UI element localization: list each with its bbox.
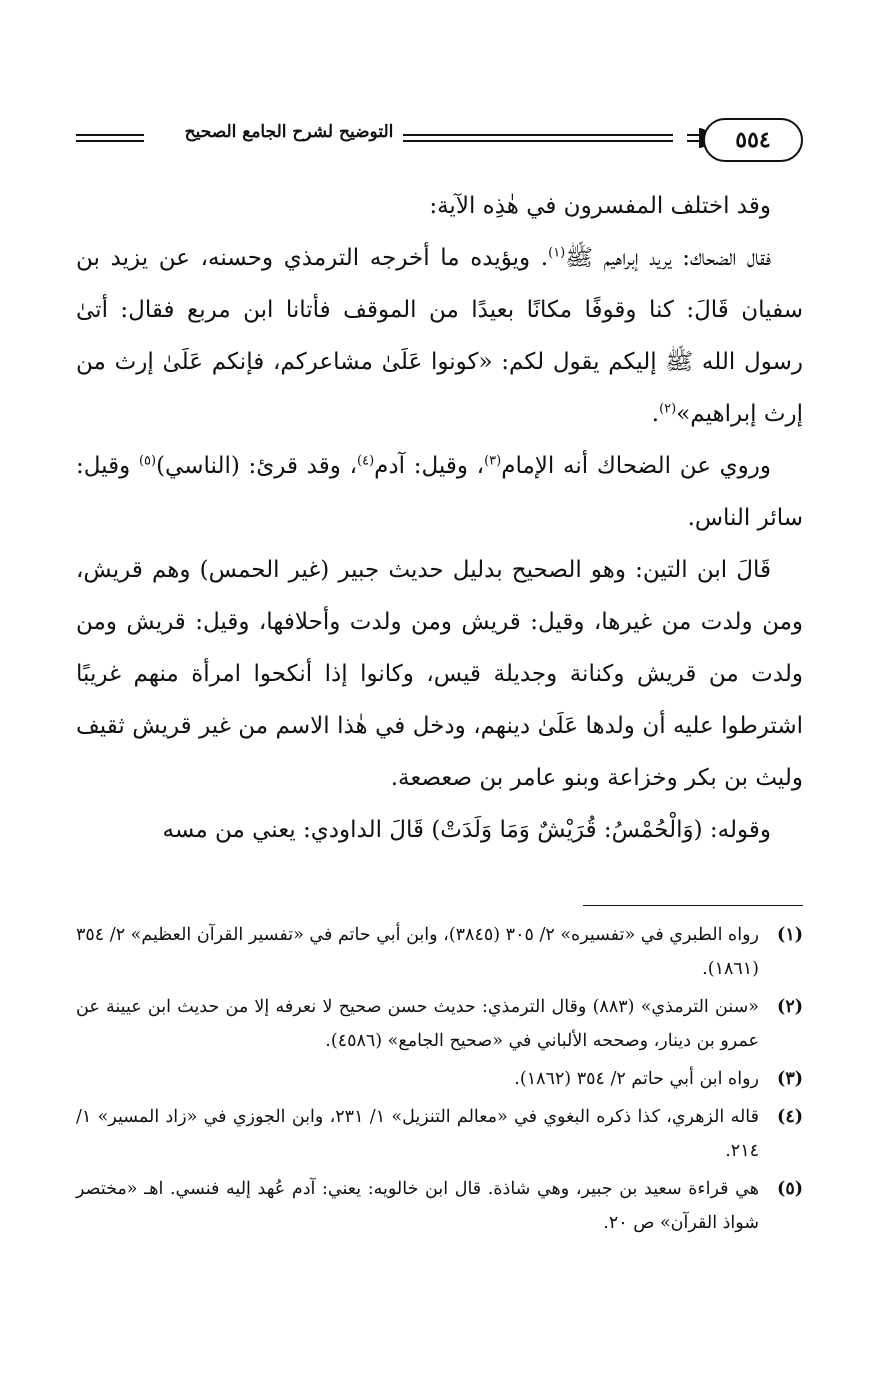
paragraph	[76, 544, 803, 804]
paragraph-text: وقيل: سائر الناس.	[76, 453, 803, 531]
footnote-text: هي قراءة سعيد بن جبير، وهي شاذة. قال ابن خالويه: يعني: آدم عُهد إليه فنسي. اهـ «مختصر شواذ القرآن» ص ٢٠.	[76, 1179, 759, 1233]
paragraph-text: ، وقد قرئ: (الناسي)	[156, 453, 357, 479]
paragraph	[76, 440, 803, 544]
page-number: ٥٥٤	[703, 118, 803, 162]
footnote-ref[interactable]: (٥)	[138, 453, 157, 469]
header-rule	[76, 134, 144, 142]
running-title: التوضيح لشرح الجامع الصحيح	[184, 122, 394, 142]
footnote-number: (٥)	[777, 1179, 803, 1199]
paragraph-text: وقوله: (وَالْحُمْسُ: قُرَيْشٌ وَمَا وَلَدَتْ) قَالَ الداودي: يعني من مسه	[162, 817, 771, 843]
footnote-separator	[583, 905, 803, 906]
paragraph-text: قَالَ ابن التين: وهو الصحيح بدليل حديث جبير (غير الحمس) وهم قريش، ومن ولدت من غيرها، وقيل: قريش ومن ولدت وأحلافها، وقيل: قريش ومن ولدت من قريش وكنانة وجديلة قيس، وكانوا إذا أنكحوا امرأة منهم غريبًا اشترطوا عليه أن ولدها عَلَىٰ دينهم، ودخل في هٰذا الاسم من غير قريش ثقيف وليث بن بكر وخزاعة وبنو عامر بن صعصعة.	[76, 557, 803, 791]
footnote-text: قاله الزهري، كذا ذكره البغوي في «معالم التنزيل» ١/ ٢٣١، وابن الجوزي في «زاد المسير» ١/ ٢١٤.	[76, 1107, 759, 1161]
paragraph	[76, 232, 803, 440]
footnotes	[76, 918, 803, 1244]
footnote-ref[interactable]: (١)	[548, 245, 566, 261]
footnote-ref[interactable]: (٣)	[484, 453, 502, 469]
page-header	[76, 118, 803, 162]
footnote-number: (١)	[777, 925, 803, 945]
footnote	[76, 1172, 803, 1240]
paragraph-text: ، وقيل: آدم	[374, 453, 485, 479]
paragraph	[76, 180, 803, 232]
footnote-text: رواه الطبري في «تفسيره» ٢/ ٣٠٥ (٣٨٤٥)، وابن أبي حاتم في «تفسير القرآن العظيم» ٢/ ٣٥٤ (١٨٦١).	[76, 925, 759, 979]
footnote	[76, 1100, 803, 1168]
main-text	[76, 180, 803, 856]
paragraph	[76, 804, 803, 856]
footnote-number: (٣)	[777, 1069, 803, 1089]
footnote-number: (٢)	[777, 997, 803, 1017]
header-rule	[403, 134, 673, 142]
footnote-ref[interactable]: (٤)	[357, 453, 375, 469]
footnote-ref[interactable]: (٢)	[659, 401, 677, 417]
footnote-text: «سنن الترمذي» (٨٨٣) وقال الترمذي: حديث حسن صحيح لا نعرفه إلا من حديث ابن عيينة عن عمرو بن دينار، وصححه الألباني في «صحيح الجامع» (٤٥٨٦).	[76, 997, 759, 1051]
paragraph-text: وقد اختلف المفسرون في هٰذِه الآية:	[429, 193, 771, 219]
footnote-text: رواه ابن أبي حاتم ٢/ ٣٥٤ (١٨٦٢).	[514, 1069, 759, 1089]
footnote-number: (٤)	[777, 1107, 803, 1127]
paragraph-text: فقال الضحاك: يريد إبراهيم ﷺ	[565, 245, 771, 271]
paragraph-text: . ويؤيده ما أخرجه الترمذي وحسنه، عن يزيد بن سفيان قَالَ: كنا وقوفًا مكانًا بعيدًا من الموقف فأتانا ابن مربع فقال: أتىٰ رسول الله ﷺ إليكم يقول لكم: «كونوا عَلَىٰ مشاعركم، فإنكم عَلَىٰ إرث من إرث إبراهيم»	[76, 245, 803, 427]
paragraph-text: وروي عن الضحاك أنه الإمام	[501, 453, 771, 479]
footnote	[76, 990, 803, 1058]
footnote	[76, 918, 803, 986]
footnote	[76, 1062, 803, 1096]
paragraph-text: .	[651, 401, 660, 427]
